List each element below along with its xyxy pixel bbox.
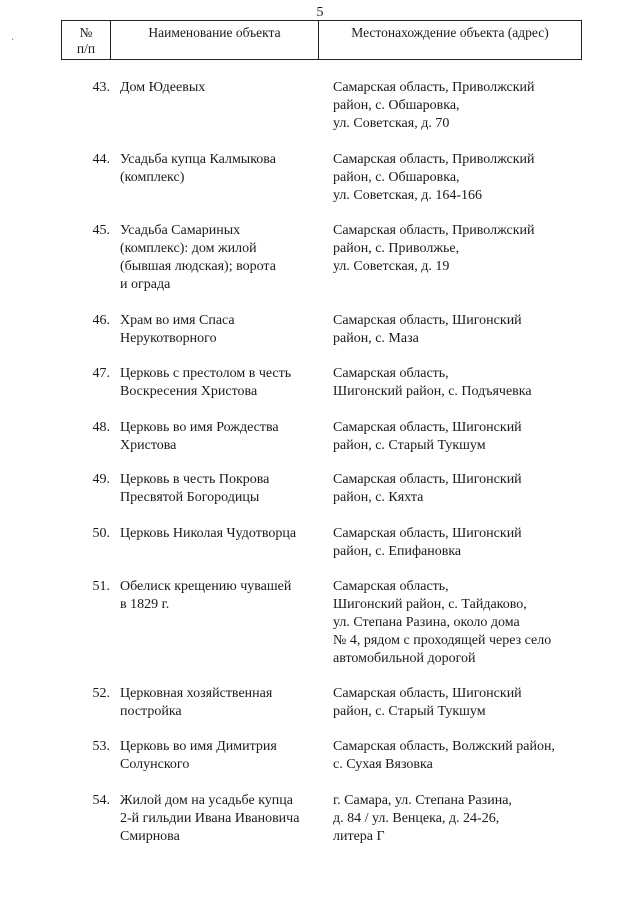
object-address-line: г. Самара, ул. Степана Разина, [333, 793, 512, 808]
object-address-line: район, с. Епифановка [333, 544, 462, 559]
object-address [333, 79, 593, 133]
row-number: 43. [92, 80, 110, 95]
header-number-symbol: № [79, 25, 93, 40]
object-name-line: Нерукотворного [120, 331, 217, 346]
header-address-cell: Местонахождение объекта (адрес) [319, 21, 582, 60]
object-name-line: в 1829 г. [120, 597, 170, 612]
object-address [333, 525, 593, 561]
object-name-line: Смирнова [120, 829, 180, 844]
row-number: 51. [92, 579, 110, 594]
table-header [61, 20, 582, 60]
object-name [120, 312, 325, 348]
object-name-line: Церковь с престолом в честь [120, 366, 292, 381]
object-address-line: д. 84 / ул. Венцека, д. 24-26, [333, 811, 500, 826]
object-address [333, 792, 593, 846]
object-name-line: постройка [120, 704, 182, 719]
object-address-line: Самарская область, Шигонский [333, 313, 522, 328]
object-name-line: (комплекс) [120, 170, 185, 185]
object-name-line: Усадьба Самариных [120, 223, 241, 238]
object-name [120, 79, 325, 97]
object-address-line: с. Сухая Вязовка [333, 757, 433, 772]
object-name-line: (комплекс): дом жилой [120, 241, 257, 256]
object-address-line: район, с. Обшаровка, [333, 98, 460, 113]
object-name [120, 365, 325, 401]
object-name [120, 792, 325, 846]
object-name-line: Жилой дом на усадьбе купца [120, 793, 293, 808]
object-address-line: литера Г [333, 829, 385, 844]
object-name-line: Церковь во имя Димитрия [120, 739, 277, 754]
object-name-line: 2-й гильдии Ивана Ивановича [120, 811, 300, 826]
object-address-line: ул. Советская, д. 164-166 [333, 188, 482, 203]
object-address [333, 312, 593, 348]
object-name-line: Храм во имя Спаса [120, 313, 235, 328]
object-name-line: и ограда [120, 277, 171, 292]
row-number: 50. [92, 526, 110, 541]
row-number: 47. [92, 366, 110, 381]
object-address [333, 419, 593, 455]
object-address-line: район, с. Маза [333, 331, 419, 346]
margin-mark: · [11, 35, 15, 46]
object-name-line: Усадьба купца Калмыкова [120, 152, 276, 167]
row-number: 48. [92, 420, 110, 435]
header-name-cell: Наименование объекта [111, 21, 319, 60]
page-number: 5 [316, 5, 324, 20]
object-address-line: Шигонский район, с. Подъячевка [333, 384, 532, 399]
object-address [333, 578, 593, 668]
row-number: 45. [92, 223, 110, 238]
object-address-line: район, с. Старый Тукшум [333, 438, 486, 453]
object-address-line: Самарская область, Приволжский [333, 223, 535, 238]
row-number: 46. [92, 313, 110, 328]
object-address-line: ул. Советская, д. 70 [333, 116, 450, 131]
object-name [120, 419, 325, 455]
object-name [120, 738, 325, 774]
row-number: 49. [92, 472, 110, 487]
object-name-line: Церковная хозяйственная [120, 686, 273, 701]
object-address-line: № 4, рядом с проходящей через село [333, 633, 552, 648]
object-name-line: Воскресения Христова [120, 384, 258, 399]
object-address-line: район, с. Кяхта [333, 490, 424, 505]
object-name-line: Церковь Николая Чудотворца [120, 526, 297, 541]
object-address [333, 738, 593, 774]
object-address-line: район, с. Старый Тукшум [333, 704, 486, 719]
object-address-line: ул. Советская, д. 19 [333, 259, 450, 274]
row-number: 44. [92, 152, 110, 167]
header-number-cell [62, 21, 111, 60]
object-address-line: Самарская область, Волжский район, [333, 739, 555, 754]
header-number-abbr: п/п [76, 41, 96, 56]
object-name [120, 222, 325, 294]
object-address-line: автомобильной дорогой [333, 651, 476, 666]
object-address-line: район, с. Обшаровка, [333, 170, 460, 185]
object-address [333, 685, 593, 721]
object-address-line: район, с. Приволжье, [333, 241, 460, 256]
object-address-line: Самарская область, Приволжский [333, 80, 535, 95]
object-address-line: ул. Степана Разина, около дома [333, 615, 520, 630]
object-address-line: Самарская область, Шигонский [333, 472, 522, 487]
object-address-line: Самарская область, Шигонский [333, 526, 522, 541]
object-name [120, 685, 325, 721]
object-address [333, 151, 593, 205]
object-name-line: Церковь во имя Рождества [120, 420, 279, 435]
object-name-line: Обелиск крещению чувашей [120, 579, 292, 594]
object-name [120, 151, 325, 187]
object-name [120, 578, 325, 614]
object-address-line: Самарская область, Приволжский [333, 152, 535, 167]
object-name-line: Солунского [120, 757, 190, 772]
row-number: 52. [92, 686, 110, 701]
object-name-line: (бывшая людская); ворота [120, 259, 276, 274]
object-name-line: Христова [120, 438, 177, 453]
object-name [120, 525, 325, 543]
object-address-line: Шигонский район, с. Тайдаково, [333, 597, 527, 612]
object-name [120, 471, 325, 507]
object-address-line: Самарская область, [333, 579, 449, 594]
object-address-line: Самарская область, Шигонский [333, 420, 522, 435]
object-name-line: Церковь в честь Покрова [120, 472, 270, 487]
object-address-line: Самарская область, Шигонский [333, 686, 522, 701]
object-address [333, 222, 593, 276]
object-name-line: Дом Юдеевых [120, 80, 206, 95]
object-address [333, 365, 593, 401]
row-number: 54. [92, 793, 110, 808]
object-name-line: Пресвятой Богородицы [120, 490, 260, 505]
object-address [333, 471, 593, 507]
object-address-line: Самарская область, [333, 366, 449, 381]
row-number: 53. [92, 739, 110, 754]
